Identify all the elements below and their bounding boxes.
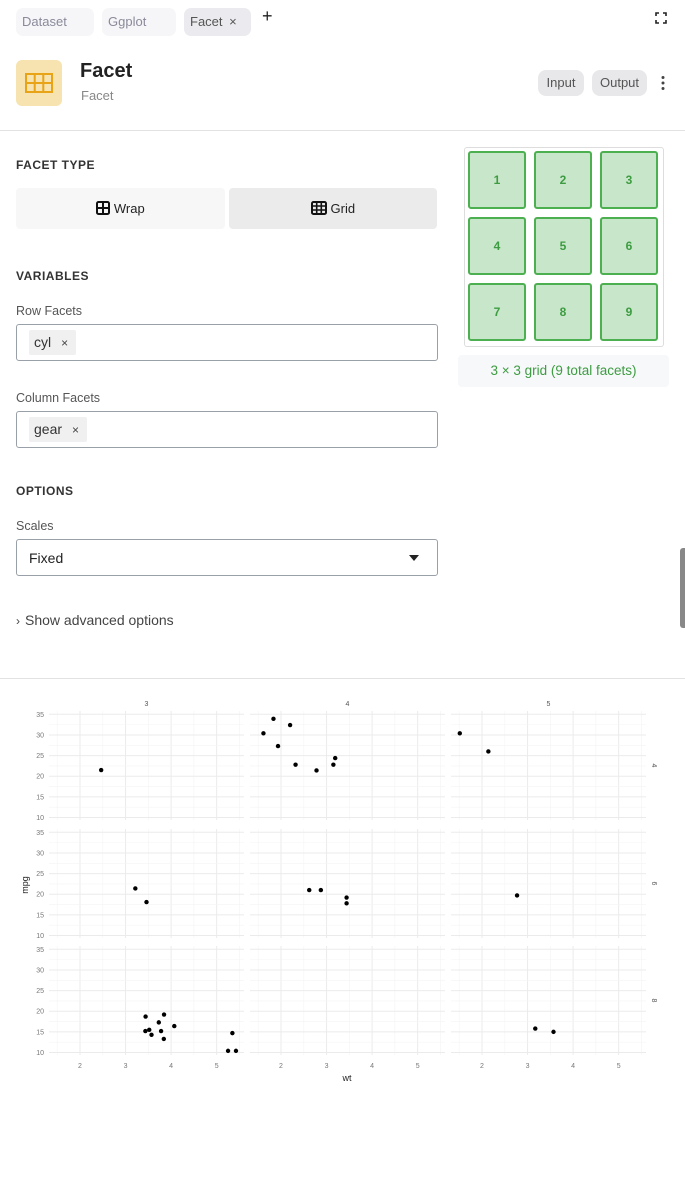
y-tick-label: 15 bbox=[36, 1029, 44, 1037]
y-tick-label: 15 bbox=[36, 912, 44, 920]
input-button[interactable]: Input bbox=[538, 70, 584, 96]
tab-label: Ggplot bbox=[108, 14, 147, 29]
grid-label: Grid bbox=[330, 201, 356, 216]
y-tick-label: 10 bbox=[36, 1050, 44, 1058]
data-point bbox=[293, 762, 297, 766]
data-point bbox=[147, 1028, 151, 1032]
x-tick-label: 5 bbox=[415, 1063, 420, 1070]
data-point bbox=[314, 768, 318, 772]
page-subtitle: Facet bbox=[81, 88, 114, 103]
data-point bbox=[331, 762, 335, 766]
col-facet-label: 4 bbox=[345, 701, 350, 708]
close-icon[interactable]: × bbox=[229, 14, 237, 29]
y-tick-label: 15 bbox=[36, 794, 44, 802]
chip-label: gear bbox=[34, 421, 63, 437]
x-tick-label: 3 bbox=[324, 1063, 329, 1070]
data-point bbox=[261, 731, 265, 735]
wrap-label: Wrap bbox=[113, 201, 145, 216]
data-point bbox=[226, 1049, 230, 1053]
x-tick-label: 2 bbox=[78, 1063, 82, 1070]
data-point bbox=[486, 749, 490, 753]
x-tick-label: 3 bbox=[123, 1063, 128, 1070]
x-tick-label: 4 bbox=[571, 1063, 576, 1070]
data-point bbox=[144, 900, 148, 904]
preview-cell: 2 bbox=[534, 151, 592, 209]
row-facet-label: 4 bbox=[650, 763, 657, 768]
scales-label: Scales bbox=[16, 519, 54, 533]
data-point bbox=[149, 1033, 153, 1037]
row-facet-label: 6 bbox=[650, 881, 657, 886]
preview-cell: 8 bbox=[534, 283, 592, 341]
y-tick-label: 10 bbox=[36, 933, 44, 941]
data-point bbox=[99, 768, 103, 772]
options-heading: OPTIONS bbox=[16, 484, 74, 498]
preview-cell: 9 bbox=[600, 283, 658, 341]
y-tick-label: 20 bbox=[36, 891, 44, 899]
x-tick-label: 2 bbox=[480, 1063, 484, 1070]
variables-heading: VARIABLES bbox=[16, 269, 89, 283]
data-point bbox=[276, 744, 280, 748]
tab-label: Facet bbox=[190, 14, 223, 29]
scales-value: Fixed bbox=[29, 550, 64, 566]
y-tick-label: 30 bbox=[36, 967, 44, 975]
y-tick-label: 25 bbox=[36, 753, 44, 761]
x-tick-label: 5 bbox=[616, 1063, 621, 1070]
data-point bbox=[458, 731, 462, 735]
y-axis-label: mpg bbox=[20, 876, 30, 894]
preview-cell: 1 bbox=[468, 151, 526, 209]
x-tick-label: 3 bbox=[525, 1063, 530, 1070]
x-tick-label: 2 bbox=[279, 1063, 283, 1070]
data-point bbox=[172, 1024, 176, 1028]
col-facet-label: 3 bbox=[144, 701, 149, 708]
tab-label: Dataset bbox=[22, 14, 67, 29]
y-tick-label: 10 bbox=[36, 815, 44, 823]
preview-cell: 5 bbox=[534, 217, 592, 275]
data-point bbox=[133, 886, 137, 890]
facet-type-heading: FACET TYPE bbox=[16, 158, 96, 172]
show-advanced-label: Show advanced options bbox=[25, 612, 174, 628]
data-point bbox=[143, 1029, 147, 1033]
y-tick-label: 35 bbox=[36, 829, 44, 837]
data-point bbox=[344, 901, 348, 905]
x-axis-label: wt bbox=[342, 1073, 352, 1083]
y-tick-label: 35 bbox=[36, 946, 44, 954]
row-facets-label: Row Facets bbox=[16, 304, 82, 318]
x-tick-label: 5 bbox=[214, 1063, 219, 1070]
data-point bbox=[234, 1049, 238, 1053]
col-facet-label: 5 bbox=[546, 701, 551, 708]
preview-cell: 7 bbox=[468, 283, 526, 341]
add-tab-button[interactable]: + bbox=[262, 6, 273, 26]
y-tick-label: 20 bbox=[36, 1008, 44, 1016]
y-tick-label: 25 bbox=[36, 988, 44, 996]
x-tick-label: 4 bbox=[169, 1063, 174, 1070]
preview-cell: 3 bbox=[600, 151, 658, 209]
data-point bbox=[333, 756, 337, 760]
data-point bbox=[515, 893, 519, 897]
column-facets-label: Column Facets bbox=[16, 391, 101, 405]
preview-cell: 6 bbox=[600, 217, 658, 275]
remove-chip-icon[interactable]: × bbox=[61, 336, 69, 350]
data-point bbox=[533, 1026, 537, 1030]
data-point bbox=[319, 888, 323, 892]
data-point bbox=[159, 1029, 163, 1033]
y-tick-label: 20 bbox=[36, 773, 44, 781]
output-button[interactable]: Output bbox=[592, 70, 647, 96]
grid-summary: 3 × 3 grid (9 total facets) bbox=[458, 355, 669, 387]
data-point bbox=[551, 1030, 555, 1034]
page-title: Facet bbox=[80, 60, 133, 82]
data-point bbox=[162, 1012, 166, 1016]
data-point bbox=[271, 717, 275, 721]
data-point bbox=[157, 1020, 161, 1024]
preview-cell: 4 bbox=[468, 217, 526, 275]
y-tick-label: 25 bbox=[36, 871, 44, 879]
row-facet-label: 8 bbox=[650, 998, 657, 1003]
data-point bbox=[230, 1031, 234, 1035]
data-point bbox=[143, 1014, 147, 1018]
y-tick-label: 30 bbox=[36, 732, 44, 740]
x-tick-label: 4 bbox=[370, 1063, 375, 1070]
chip-label: cyl bbox=[34, 334, 52, 350]
data-point bbox=[162, 1037, 166, 1041]
data-point bbox=[344, 895, 348, 899]
chevron-right-icon: › bbox=[16, 614, 20, 628]
y-tick-label: 35 bbox=[36, 711, 44, 719]
data-point bbox=[288, 723, 292, 727]
remove-chip-icon[interactable]: × bbox=[72, 423, 80, 437]
y-tick-label: 30 bbox=[36, 850, 44, 858]
data-point bbox=[307, 888, 311, 892]
